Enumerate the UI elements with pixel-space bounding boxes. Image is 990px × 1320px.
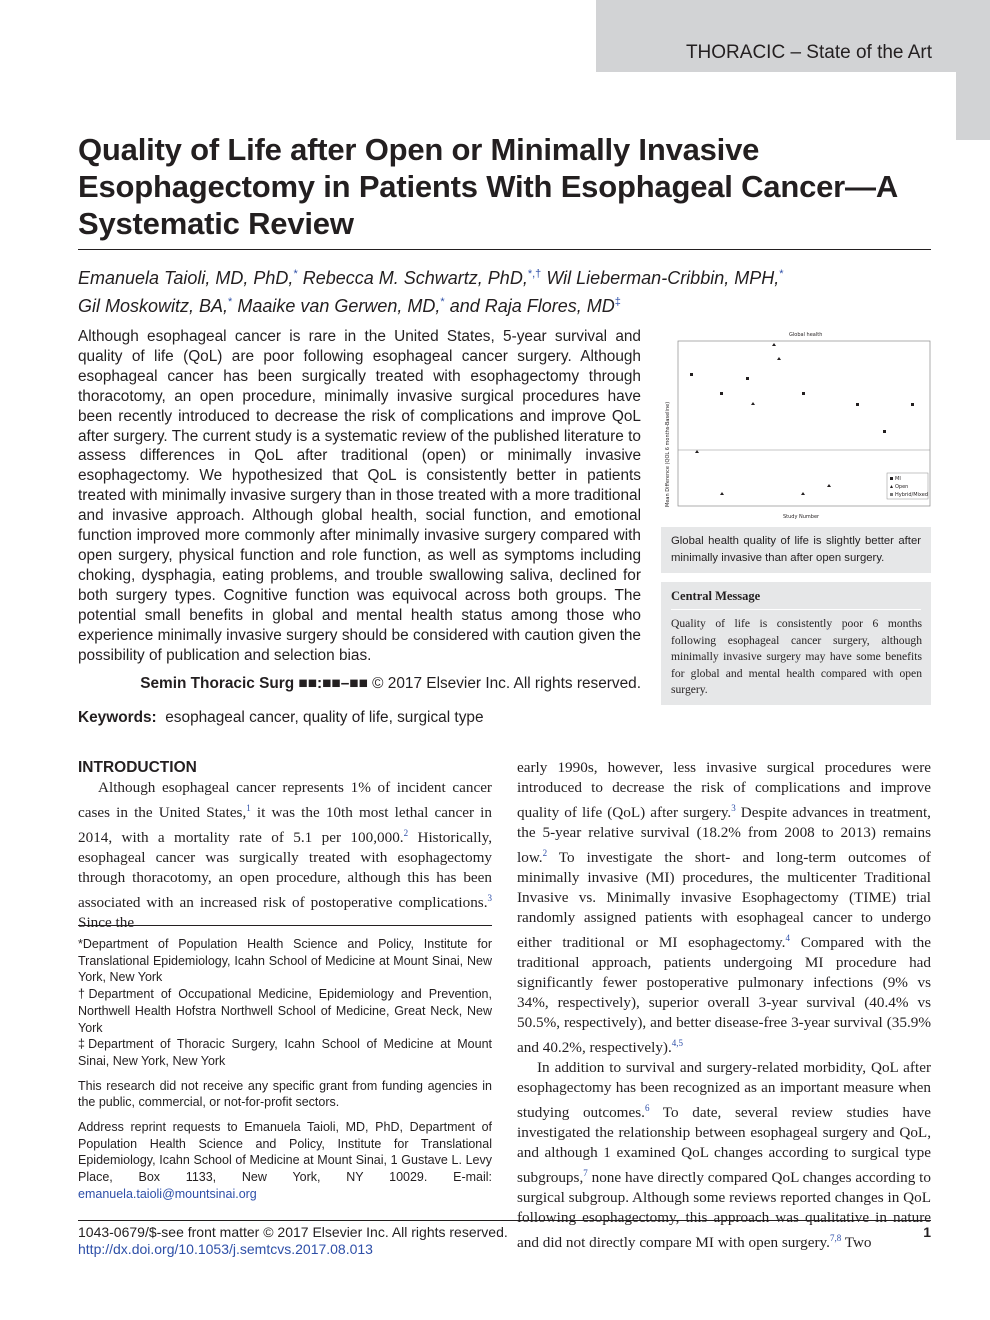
- author-affiliation-mark[interactable]: *: [228, 296, 233, 308]
- central-message-heading: Central Message: [671, 589, 761, 603]
- citation-reference[interactable]: 3: [731, 803, 736, 813]
- citation-reference[interactable]: 4,5: [671, 1038, 684, 1049]
- central-figure[interactable]: [661, 329, 931, 520]
- introduction-paragraph: [78, 778, 492, 933]
- figure-y-label: Mean Difference (QOL 6 months-Baseline): [665, 401, 671, 507]
- correspondence-text: Address reprint requests to Emanuela Taioli, MD, PhD, Department of Population Health Science and Policy, Institute for Translational Epidemiology, Icahn School of Medicine at Mount Sinai, 1 Gustave L. Levy Place, Box 1133, New York, NY 10029. E-mail:: [78, 1120, 492, 1185]
- paragraph-text: none have directly compared QoL changes according to surgical subgroup. Although some reviews reported changes in QoL following esophagectomy, this approach was qualitative in nature and did not directly compare MI with open surgery.: [517, 1169, 931, 1252]
- author: Maaike van Gerwen, MD,: [237, 296, 441, 316]
- abstract: Although esophageal cancer is rare in the United States, 5-year survival and quality of life (QoL) are poor following esophageal cancer surgery. Although esophageal cancer has been surgically treated with esophagectomy through thoracotomy, an open procedure, minimally invasive surgical procedures have been recently introduced to decrease the risk of complications and improve QoL after surgery. The current study is a systematic review of the published literature to assess differences in QoL after traditional (open) or minimally invasive esophagectomy. We hypothesized that QoL is consistently better in patients treated with minimally invasive surgery than in those treated with a more traditional and invasive approach. Although global health, social function, and emotional function improved more commonly after minimally invasive surgery compared with open surgery, physical function and role function, as well as symptoms including choking, dysphagia, eating problems, and trouble swallowing saliva, declined for both surgery types. Cognitive function was equivocal across both groups. The potential small benefits in global and mental health status among those who experience minimally invasive surgery should be considered with caution given the possibility of publication and selection bias.: [78, 328, 641, 664]
- legend-entry: Hybrid/Mixed: [895, 492, 928, 498]
- citation-reference[interactable]: 4: [785, 933, 790, 944]
- issn-line: 1043-0679/$-see front matter © 2017 Elsevier Inc. All rights reserved.: [78, 1224, 508, 1240]
- citation-reference[interactable]: 2: [542, 848, 548, 859]
- citation-reference[interactable]: 7,8: [829, 1233, 842, 1244]
- legend-entry: Open: [895, 484, 909, 490]
- introduction-paragraph: [517, 758, 931, 1058]
- paragraph-text: early 1990s, however, less invasive surgical procedures were introduced to decrease the risk of complications and improve quality of life (QoL) after surgery.: [517, 759, 931, 822]
- paragraph-text: In addition to survival and surgery-related morbidity, QoL after esophagectomy has been recognized as an important measure when studying outcomes.: [517, 1059, 931, 1122]
- figure-legend-title: Global health: [789, 332, 823, 338]
- paragraph-text: To date, several review studies have investigated the relationship between esophageal surgery and QoL, and although 1 examined QoL changes according to surgical type subgroups,: [517, 1104, 931, 1187]
- section-label: THORACIC – State of the Art: [685, 42, 932, 63]
- author: Gil Moskowitz, BA,: [78, 296, 229, 316]
- figure-caption: Global health quality of life is slightly better after minimally invasive than after open surgery.: [661, 527, 931, 573]
- author-affiliation-mark[interactable]: *,†: [527, 268, 542, 280]
- legend-marker: [890, 477, 893, 480]
- paragraph-text: Despite advances in treatment, the 5-year relative survival (18.2% from 2008 to 2013) remains low.: [517, 804, 931, 867]
- author-affiliation-mark[interactable]: *: [440, 296, 445, 308]
- affiliation-footnote: ‡Department of Thoracic Surgery, Icahn School of Medicine at Mount Sinai, New York, New York: [78, 1037, 492, 1068]
- figure-plot: [661, 329, 931, 520]
- citation-reference[interactable]: 6: [644, 1103, 650, 1114]
- paragraph-text: Although esophageal cancer represents 1% of incident cancer cases in the United States,: [78, 779, 492, 822]
- citation-reference[interactable]: 7: [583, 1168, 588, 1179]
- author: Rebecca M. Schwartz, PhD,: [302, 268, 528, 288]
- citation-reference[interactable]: 3: [487, 893, 492, 904]
- paragraph-text: Since the: [78, 914, 135, 932]
- author-affiliation-mark[interactable]: *: [779, 268, 784, 280]
- author: Wil Lieberman-Cribbin, MPH,: [546, 268, 780, 288]
- legend-marker: [890, 493, 893, 496]
- data-point: [720, 392, 723, 395]
- doi-link[interactable]: http://dx.doi.org/10.1053/j.semtcvs.2017.08.013: [78, 1241, 373, 1257]
- author-list: [78, 262, 938, 318]
- citation-reference[interactable]: 2: [403, 828, 409, 839]
- correspondence-address: [78, 1119, 492, 1203]
- author-affiliation-mark[interactable]: ‡: [614, 296, 621, 308]
- affiliation-footnote: †Department of Occupational Medicine, Epidemiology and Prevention, Northwell Health Hofstra Northwell School of Medicine, Great Neck, New York: [78, 987, 492, 1035]
- journal-pages: ■■:■■–■■: [298, 675, 368, 692]
- journal-copyright: © 2017 Elsevier Inc. All rights reserved.: [372, 675, 641, 692]
- central-message-text: Quality of life is consistently poor 6 months following esophageal cancer surgery, although minimally invasive surgery may have some benefits for global and mental health compared with open surgery.: [671, 617, 922, 696]
- paragraph-text: To investigate the short- and long-term outcomes of minimally invasive (MI) procedures, the multicenter Traditional Invasive vs. Minimally invasive Esophagectomy (TIME) trial randomly assigned patients with esophageal cancer to undergo either traditional or MI esophagectomy.: [517, 849, 931, 952]
- data-point: [746, 377, 749, 380]
- footnotes: [78, 936, 492, 1203]
- section-heading-introduction: INTRODUCTION: [78, 759, 197, 776]
- data-point: [856, 403, 859, 406]
- keywords: [78, 709, 484, 727]
- introduction-paragraph: [517, 1058, 931, 1253]
- affiliation-footnote: *Department of Population Health Science and Policy, Institute for Translational Epidemiology, Icahn School of Medicine at Mount Sinai, New York, New York: [78, 937, 492, 985]
- paragraph-text: Two: [841, 1234, 872, 1252]
- figure-x-label: Study Number: [783, 514, 820, 520]
- footnote-divider: [78, 925, 492, 926]
- paragraph-text: Compared with the traditional approach, patients undergoing MI procedure had significantly fewer postoperative pulmonary infections (9% vs 34%, respectively), superior overall 3-year survival (40.4% vs 50.5%, respectively), and better disease-free 3-year survival (35.9% and 40.2%, respectively).: [517, 934, 931, 1057]
- paragraph-text: it was the 10th most lethal cancer in 2014, with a mortality rate of 5.1 per 100,000.: [78, 804, 492, 847]
- legend-entry: MI: [895, 476, 901, 482]
- central-message-box: [661, 582, 931, 705]
- article-title: Quality of Life after Open or Minimally Invasive Esophagectomy in Patients With Esophageal Cancer—A Systematic Review: [78, 132, 897, 241]
- right-column-text: [517, 758, 931, 1253]
- paragraph-text: Historically, esophageal cancer was surgically treated with esophagectomy through thoracotomy, an open procedure, although this has been associated with an increased risk of postoperative complications.: [78, 829, 492, 912]
- data-point: [911, 403, 914, 406]
- journal-name: Semin Thoracic Surg: [140, 675, 295, 692]
- keywords-text: esophageal cancer, quality of life, surgical type: [165, 709, 484, 726]
- keywords-label: Keywords:: [78, 709, 157, 726]
- email-link[interactable]: emanuela.taioli@mountsinai.org: [78, 1186, 257, 1201]
- figure-legend: [887, 473, 928, 499]
- page-number: 1: [923, 1224, 931, 1240]
- footer-info: [78, 1224, 508, 1258]
- central-message-divider: [671, 609, 921, 610]
- data-point: [883, 430, 886, 433]
- footer-divider: [78, 1220, 931, 1221]
- author-affiliation-mark[interactable]: *: [293, 268, 298, 280]
- author: and Raja Flores, MD: [449, 296, 615, 316]
- journal-citation: [78, 675, 641, 693]
- data-point: [802, 392, 805, 395]
- data-point: [690, 373, 693, 376]
- header-banner-tab: [956, 72, 990, 140]
- funding-statement: This research did not receive any specific grant from funding agencies in the public, commercial, or not-for-profit sectors.: [78, 1078, 492, 1110]
- citation-reference[interactable]: 1: [246, 803, 251, 813]
- author: Emanuela Taioli, MD, PhD,: [78, 268, 294, 288]
- title-divider: [78, 249, 931, 250]
